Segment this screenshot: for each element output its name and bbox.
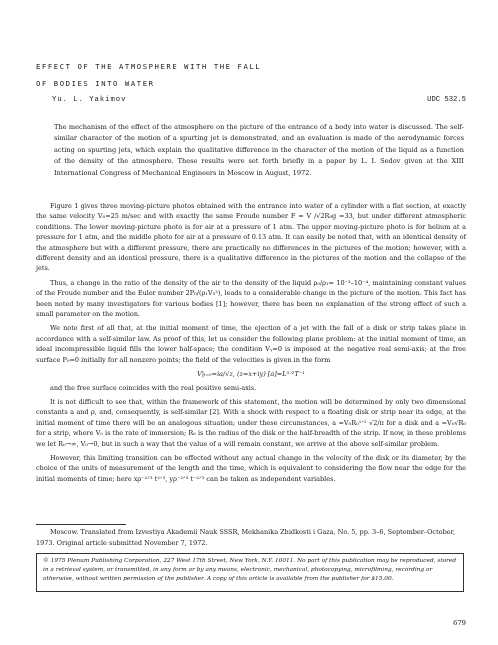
paragraph-4: and the free surface coincides with the real positive semi-axis. — [50, 383, 257, 392]
udc-code: UDC 532.5 — [427, 96, 466, 104]
title-line-1: EFFECT OF THE ATMOSPHERE WITH THE FALL — [36, 62, 262, 71]
article-title — [36, 58, 466, 92]
translation-footnote: Moscow. Translated from Izvestiya Akademii Nauk SSSR, Mekhanika Zhidkosti i Gaza, No. 5, pp. 3–6, September–October, 1973. Original article submitted November 7, 1972. — [36, 528, 456, 547]
author-name: Yu. L. Yakimov — [52, 96, 127, 104]
paragraph-2: Thus, a change in the ratio of the density of the air to the density of the liquid ρ₀/ρ₁= 10⁻³–10⁻⁴, maintaining constant values of the Froude number and the Euler number 2P₀/(ρ₁V₀²), leads to a considerable change in the picture of the motion. This fact has been noted by many investigators for various bodies [1]; however, there has been no explanation of the strong effect of such a small parameter on the motion. — [36, 278, 466, 319]
paragraph-6: However, this limiting transition can be effected without any actual change in the velocity of the disk or its diameter, by the choice of the units of measurement of the length and the time, which is equivalent to considering the flow near the edge for the initial moments of time; here xρ⁻²ᐟ³ t²ᐟ³, yρ⁻²ᐟ³ t⁻²ᐟ³ can be taken as independent variables. — [36, 453, 466, 483]
copyright-box: © 1975 Plenum Publishing Corporation, 227 West 17th Street, New York, N.Y. 10011. No part of this publication may be reproduced, stored in a retrieval system, or transmitted, in any form or by any means, electronic, mechanical, photocopying, microfilming, recording or otherwise, without written permission of the publisher. A copy of this article is available from the publisher for $15.00. — [36, 553, 464, 592]
paragraph-5: It is not difficult to see that, within the framework of this statement, the motion will be determined by only two dimensional constants a and ρ, and, consequently, is self-similar [2]. With a shock with respect to a floating disk or strip near its edge, at the initial moment of time there will be an analogous situation; under these circumstances, a =V₀R₀¹ᐟ² √2/π for a disk and a =V₀√R₀ for a strip, where V₀ is the rate of immersion; R₀ is the radius of the disk or the half-breadth of the strip. If now, in these problems we let R₀→∞, V₀→0, but in such a way that the value of a will remain constant, we arrive at the above self-similar problem. — [36, 397, 466, 448]
footnote-divider — [36, 524, 126, 525]
velocity-formula: V|ₜ₌₀=ia/√z, (z=x+iy) [a]=L³ᐟ²T⁻¹ — [197, 370, 305, 379]
paragraph-3: We note first of all that, at the initial moment of time, the ejection of a jet with the fall of a disk or strip takes place in accordance with a self-similar law. As proof of this, let us consider the following plane problem: at the initial moment of time, an ideal incompressible liquid fills the lower half-space; the condition Vᵧ=0 is imposed at the negative real semi-axis; at the free surface P₀=0 initially for all nonzero points; the field of the velocities is given in the form — [36, 324, 466, 364]
paragraph-1: Figure 1 gives three moving-picture photos obtained with the entrance into water of a cylinder with a flat section, at exactly the same velocity V₀=25 m/sec and with exactly the same Froude number F = V ∕√2R₀g =33, but under different atmospheric conditions. The lower moving-picture photo is for air at a pressure of 1 atm. The upper moving-picture photo is for helium at a pressure for 1 atm, and the middle photo for air at a pressure of 0.13 atm. It can easily be noted that, with an identical density of the atmosphere but with a different pressure, there are practically no differences in the pictures of the motion; however, with a different density and an identical pressure, there is a qualitative difference in the pictures of the motion and the collapse of the jets. — [36, 202, 466, 273]
page-number: 679 — [453, 619, 466, 627]
body-text — [36, 201, 466, 488]
abstract: The mechanism of the effect of the atmosphere on the picture of the entrance of a body into water is discussed. The self-similar character of the motion of a spurting jet is demonstrated, and an evaluation is made of the aerodynamic forces acting on spurting jets, which explain the qualitative difference in the character of the motion of the liquid as a function of the density of the atmosphere. These results were set forth briefly in a paper by L. I. Sedov given at the XIII International Congress of Mechanical Engineers in Moscow in August, 1972. — [54, 123, 464, 177]
title-line-2: OF BODIES INTO WATER — [36, 79, 155, 88]
